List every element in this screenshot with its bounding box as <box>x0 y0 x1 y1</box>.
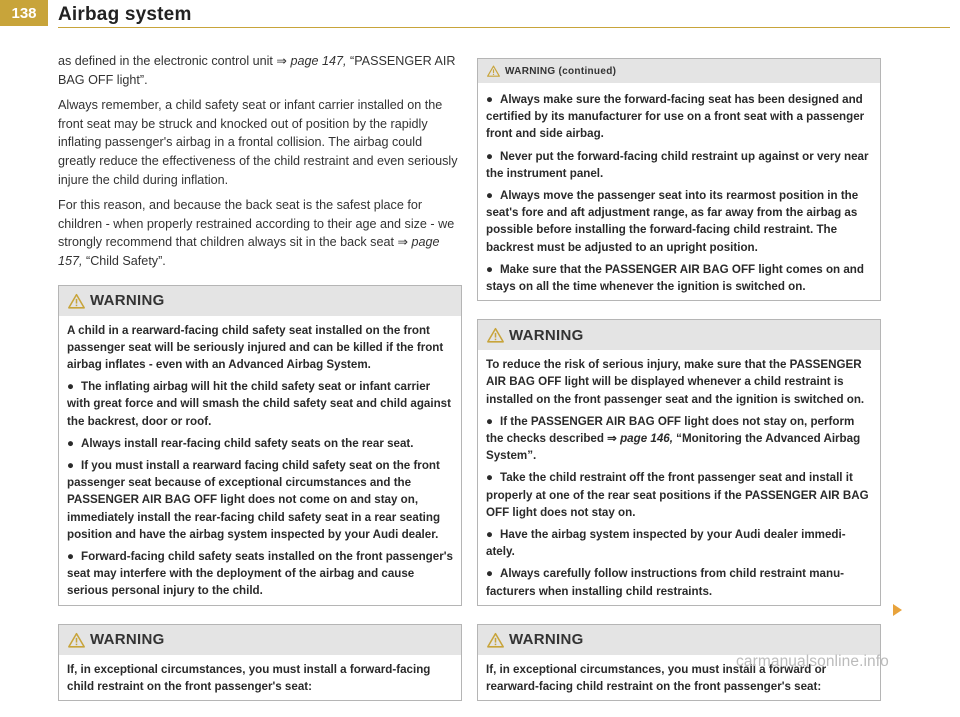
warning-bullet: ● Make sure that the PASSENGER AIR BAG OFF light comes on and stays on all the time whenever the ignition is switched on. <box>486 262 864 294</box>
next-page-arrow-icon[interactable] <box>891 604 903 616</box>
warning-triangle-icon <box>68 293 85 309</box>
warning-body <box>478 350 880 605</box>
warning-bullet: ● Never put the forward-facing child restraint up against or very near the instrument panel. <box>486 149 869 180</box>
warning-box <box>58 285 462 606</box>
warning-bullet: ● Forward-facing child safety seats installed on the front passenger's seat may interfere with the deployment of the airbag and cause serious personal injury to the child. <box>67 549 453 598</box>
warning-title: WARNING <box>509 326 584 344</box>
page-reference-link[interactable]: page 146, <box>620 432 673 446</box>
warning-header <box>478 320 880 350</box>
warning-header <box>59 625 461 655</box>
warning-lead: If, in exceptional circumstances, you must install a forward-facing child restraint on the front passenger's seat: <box>67 662 431 693</box>
page-header <box>0 0 960 30</box>
section-title: Airbag system <box>58 4 192 25</box>
warning-bullet: ● The inflating airbag will hit the child safety seat or infant carrier with great force and will smash the child safety seat and child against the backrest, door or roof. <box>67 380 451 428</box>
warning-box-continued <box>477 58 881 301</box>
body-paragraph-3: For this reason, and because the back seat is the safest place for children - when properly restrained according to their age and size - we strongly recommend that children always sit in the back seat ⇒ page 157, “Child Safety”. <box>58 198 455 268</box>
body-paragraph-2: Always remember, a child safety seat or infant carrier installed on the front seat may be struck and knocked out of position by the rapidly inflating passenger's airbag in a frontal collision. The airbag could greatly reduce the effectiveness of the child restraint and even seriously injure the child during inflation. <box>58 98 458 187</box>
warning-header <box>478 59 880 83</box>
warning-body <box>59 655 461 700</box>
body-paragraph-1: as defined in the electronic control unit ⇒ page 147, “PASSENGER AIR BAG OFF light”. <box>58 54 456 87</box>
warning-triangle-icon <box>487 632 504 648</box>
warning-bullet: ● Always carefully follow instructions from child restraint manu-facturers when installing child restraints. <box>486 567 845 598</box>
warning-body <box>59 316 461 605</box>
warning-title: WARNING <box>90 631 165 649</box>
left-column <box>58 52 462 717</box>
page-reference-link[interactable]: page 147, <box>290 54 347 68</box>
warning-bullet: ● If the PASSENGER AIR BAG OFF light does not stay on, perform the checks described ⇒ page 146, “Monitoring the Advanced Airbag System”. <box>486 414 861 463</box>
right-column <box>477 58 881 717</box>
warning-bullet: ● Always move the passenger seat into its rearmost position in the seat's fore and aft adjustment range, as far away from the airbag as possible before installing the forward-facing child restraint. The backrest must be adjusted to an upright position. <box>486 189 859 254</box>
warning-title: WARNING (continued) <box>505 65 617 77</box>
warning-header <box>59 286 461 316</box>
warning-lead: A child in a rearward-facing child safety seat installed on the front passenger seat will be seriously injured and can be killed if the front airbag inflates - even with an Advanced Airbag System. <box>67 323 444 371</box>
warning-box <box>58 624 462 701</box>
warning-title: WARNING <box>509 631 584 649</box>
warning-bullet: ● Have the airbag system inspected by your Audi dealer immedi-ately. <box>486 528 846 559</box>
warning-triangle-icon <box>68 632 85 648</box>
warning-title: WARNING <box>90 292 165 310</box>
warning-lead: To reduce the risk of serious injury, make sure that the PASSENGER AIR BAG OFF light will be displayed whenever a child restraint is installed on the front passenger seat and the ignition is switched on. <box>486 358 865 406</box>
warning-bullet: ● Always install rear-facing child safety seats on the rear seat. <box>67 436 414 450</box>
page-reference-link[interactable]: page 157, <box>58 235 440 268</box>
watermark: carmanualsonline.info <box>736 653 889 670</box>
warning-box <box>477 319 881 606</box>
warning-bullet: ● If you must install a rearward facing child safety seat on the front passenger seat because of exceptional circumstances and the PASSENGER AIR BAG OFF light does not come on and stay on, immediately install the rear-facing child safety seat in a rear seating position and have the airbag system inspected by your Audi dealer. <box>67 458 441 541</box>
warning-lead: If, in exceptional circumstances, you must install a forward or rearward-facing child restraint on the front passenger's seat: <box>486 662 827 694</box>
warning-bullet: ● Always make sure the forward-facing seat has been designed and certified by its manufacturer for use on a front seat with a passenger front and side airbag. <box>486 93 865 141</box>
warning-triangle-icon <box>487 65 500 77</box>
header-divider <box>58 27 950 28</box>
warning-body <box>478 83 880 300</box>
page-number: 138 <box>0 0 48 26</box>
warning-bullet: ● Take the child restraint off the front passenger seat and install it properly at one of the rear seat positions if the PASSENGER AIR BAG OFF light does not stay on. <box>486 471 869 519</box>
warning-header <box>478 625 880 655</box>
warning-triangle-icon <box>487 327 504 343</box>
